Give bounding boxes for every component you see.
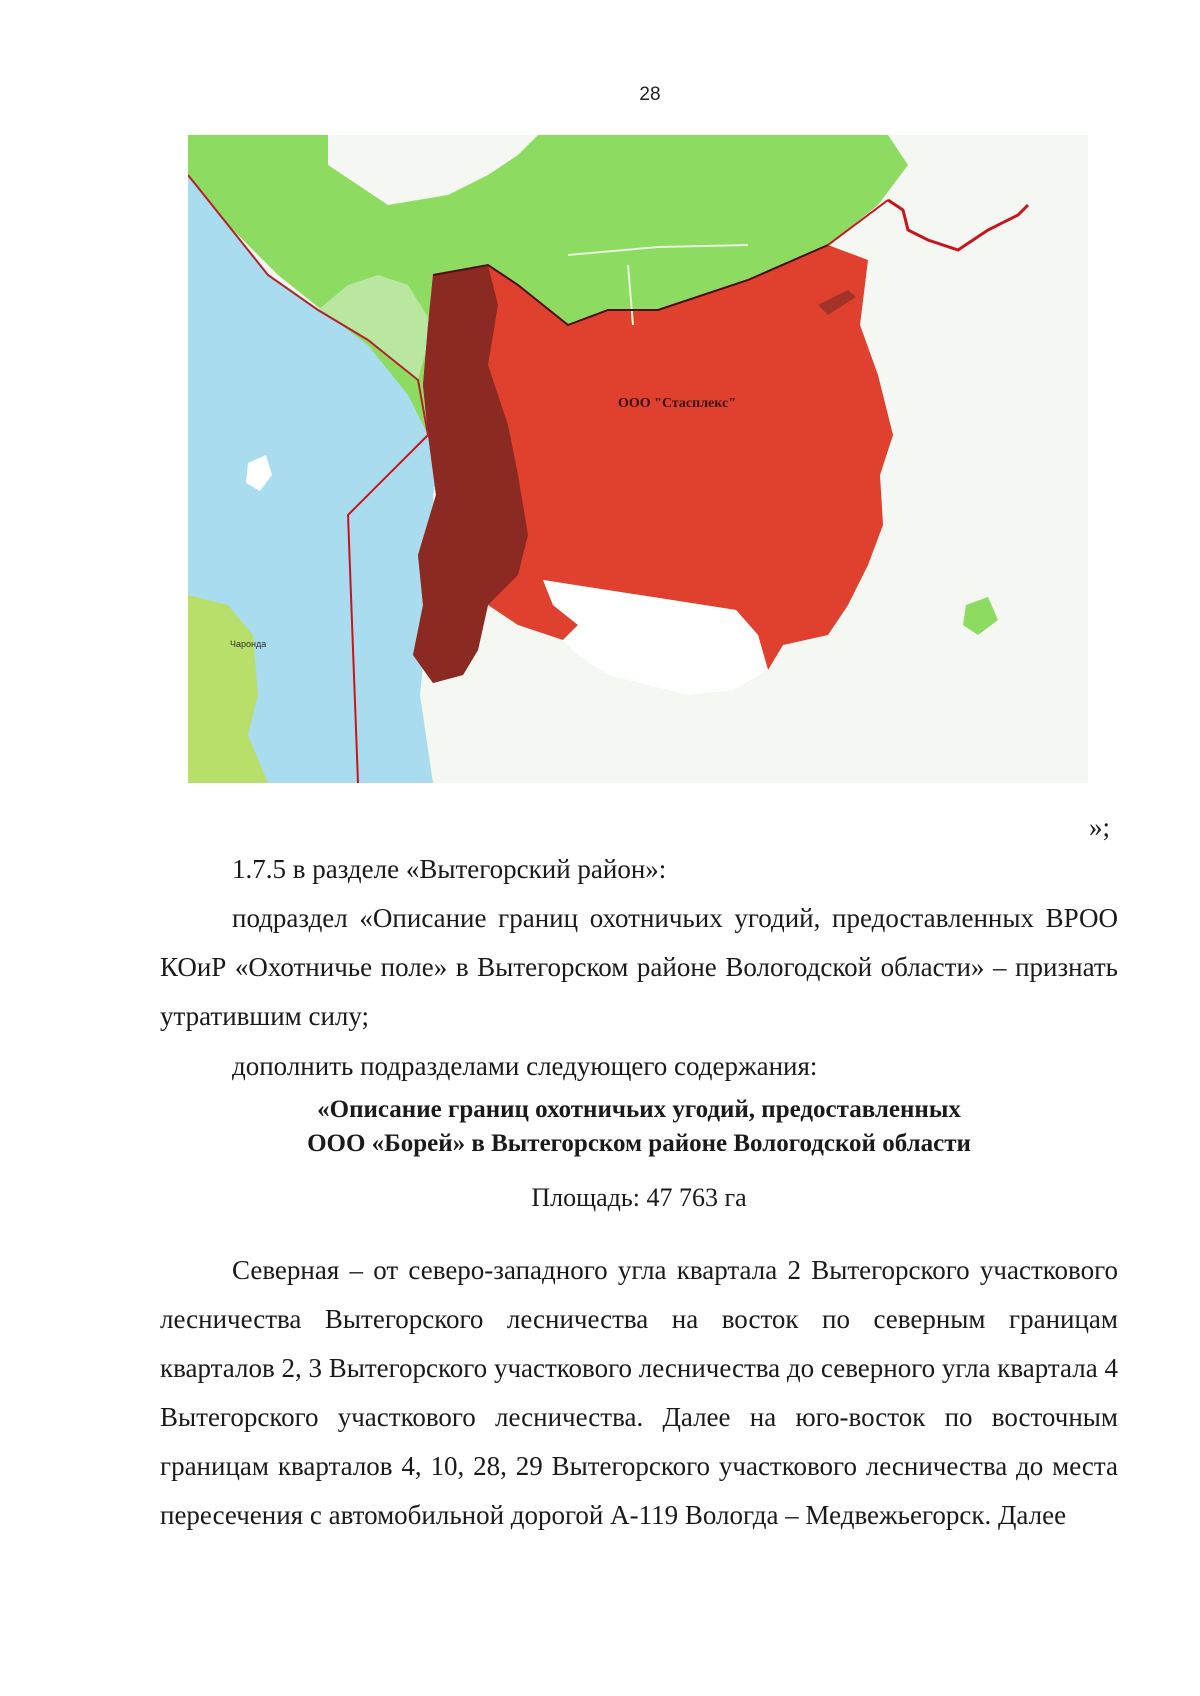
heading-line-1: «Описание границ охотничьих угодий, предоставленных: [317, 1096, 961, 1123]
section-item: 1.7.5 в разделе «Вытегорский район»:: [232, 854, 667, 884]
map-label-town: Чаронда: [230, 639, 267, 649]
add-paragraph: дополнить подразделами следующего содержания:: [232, 1051, 818, 1081]
north-boundary-description: Северная – от северо-западного угла квартала 2 Вытегорского участкового лесничества Вытегорского лесничества на восток по северным границам кварталов 2, 3 Вытегорского участкового лесничества до северного угла квартала 4 Вытегорского участкового лесничества. Далее на юго-восток по восточным границам кварталов 4, 10, 28, 29 Вытегорского участкового лесничества до места пересечения с автомобильной дорогой А-119 Вологда – Медвежьегорск. Далее: [160, 1255, 1118, 1530]
subsection-paragraph: подраздел «Описание границ охотничьих угодий, предоставленных ВРОО КОиР «Охотничье поле» в Вытегорском районе Вологодской области» – признать утратившим силу;: [160, 903, 1118, 1031]
map-label-main: ООО "Стасплекс": [618, 396, 736, 411]
page-number: 28: [639, 84, 661, 105]
area-value: Площадь: 47 763 га: [531, 1183, 747, 1212]
heading-line-2: ООО «Борей» в Вытегорском районе Вологодской области: [307, 1130, 971, 1157]
hunting-grounds-map: [188, 135, 1088, 783]
quote-close: »;: [1088, 812, 1110, 842]
map-svg: [188, 135, 1088, 783]
